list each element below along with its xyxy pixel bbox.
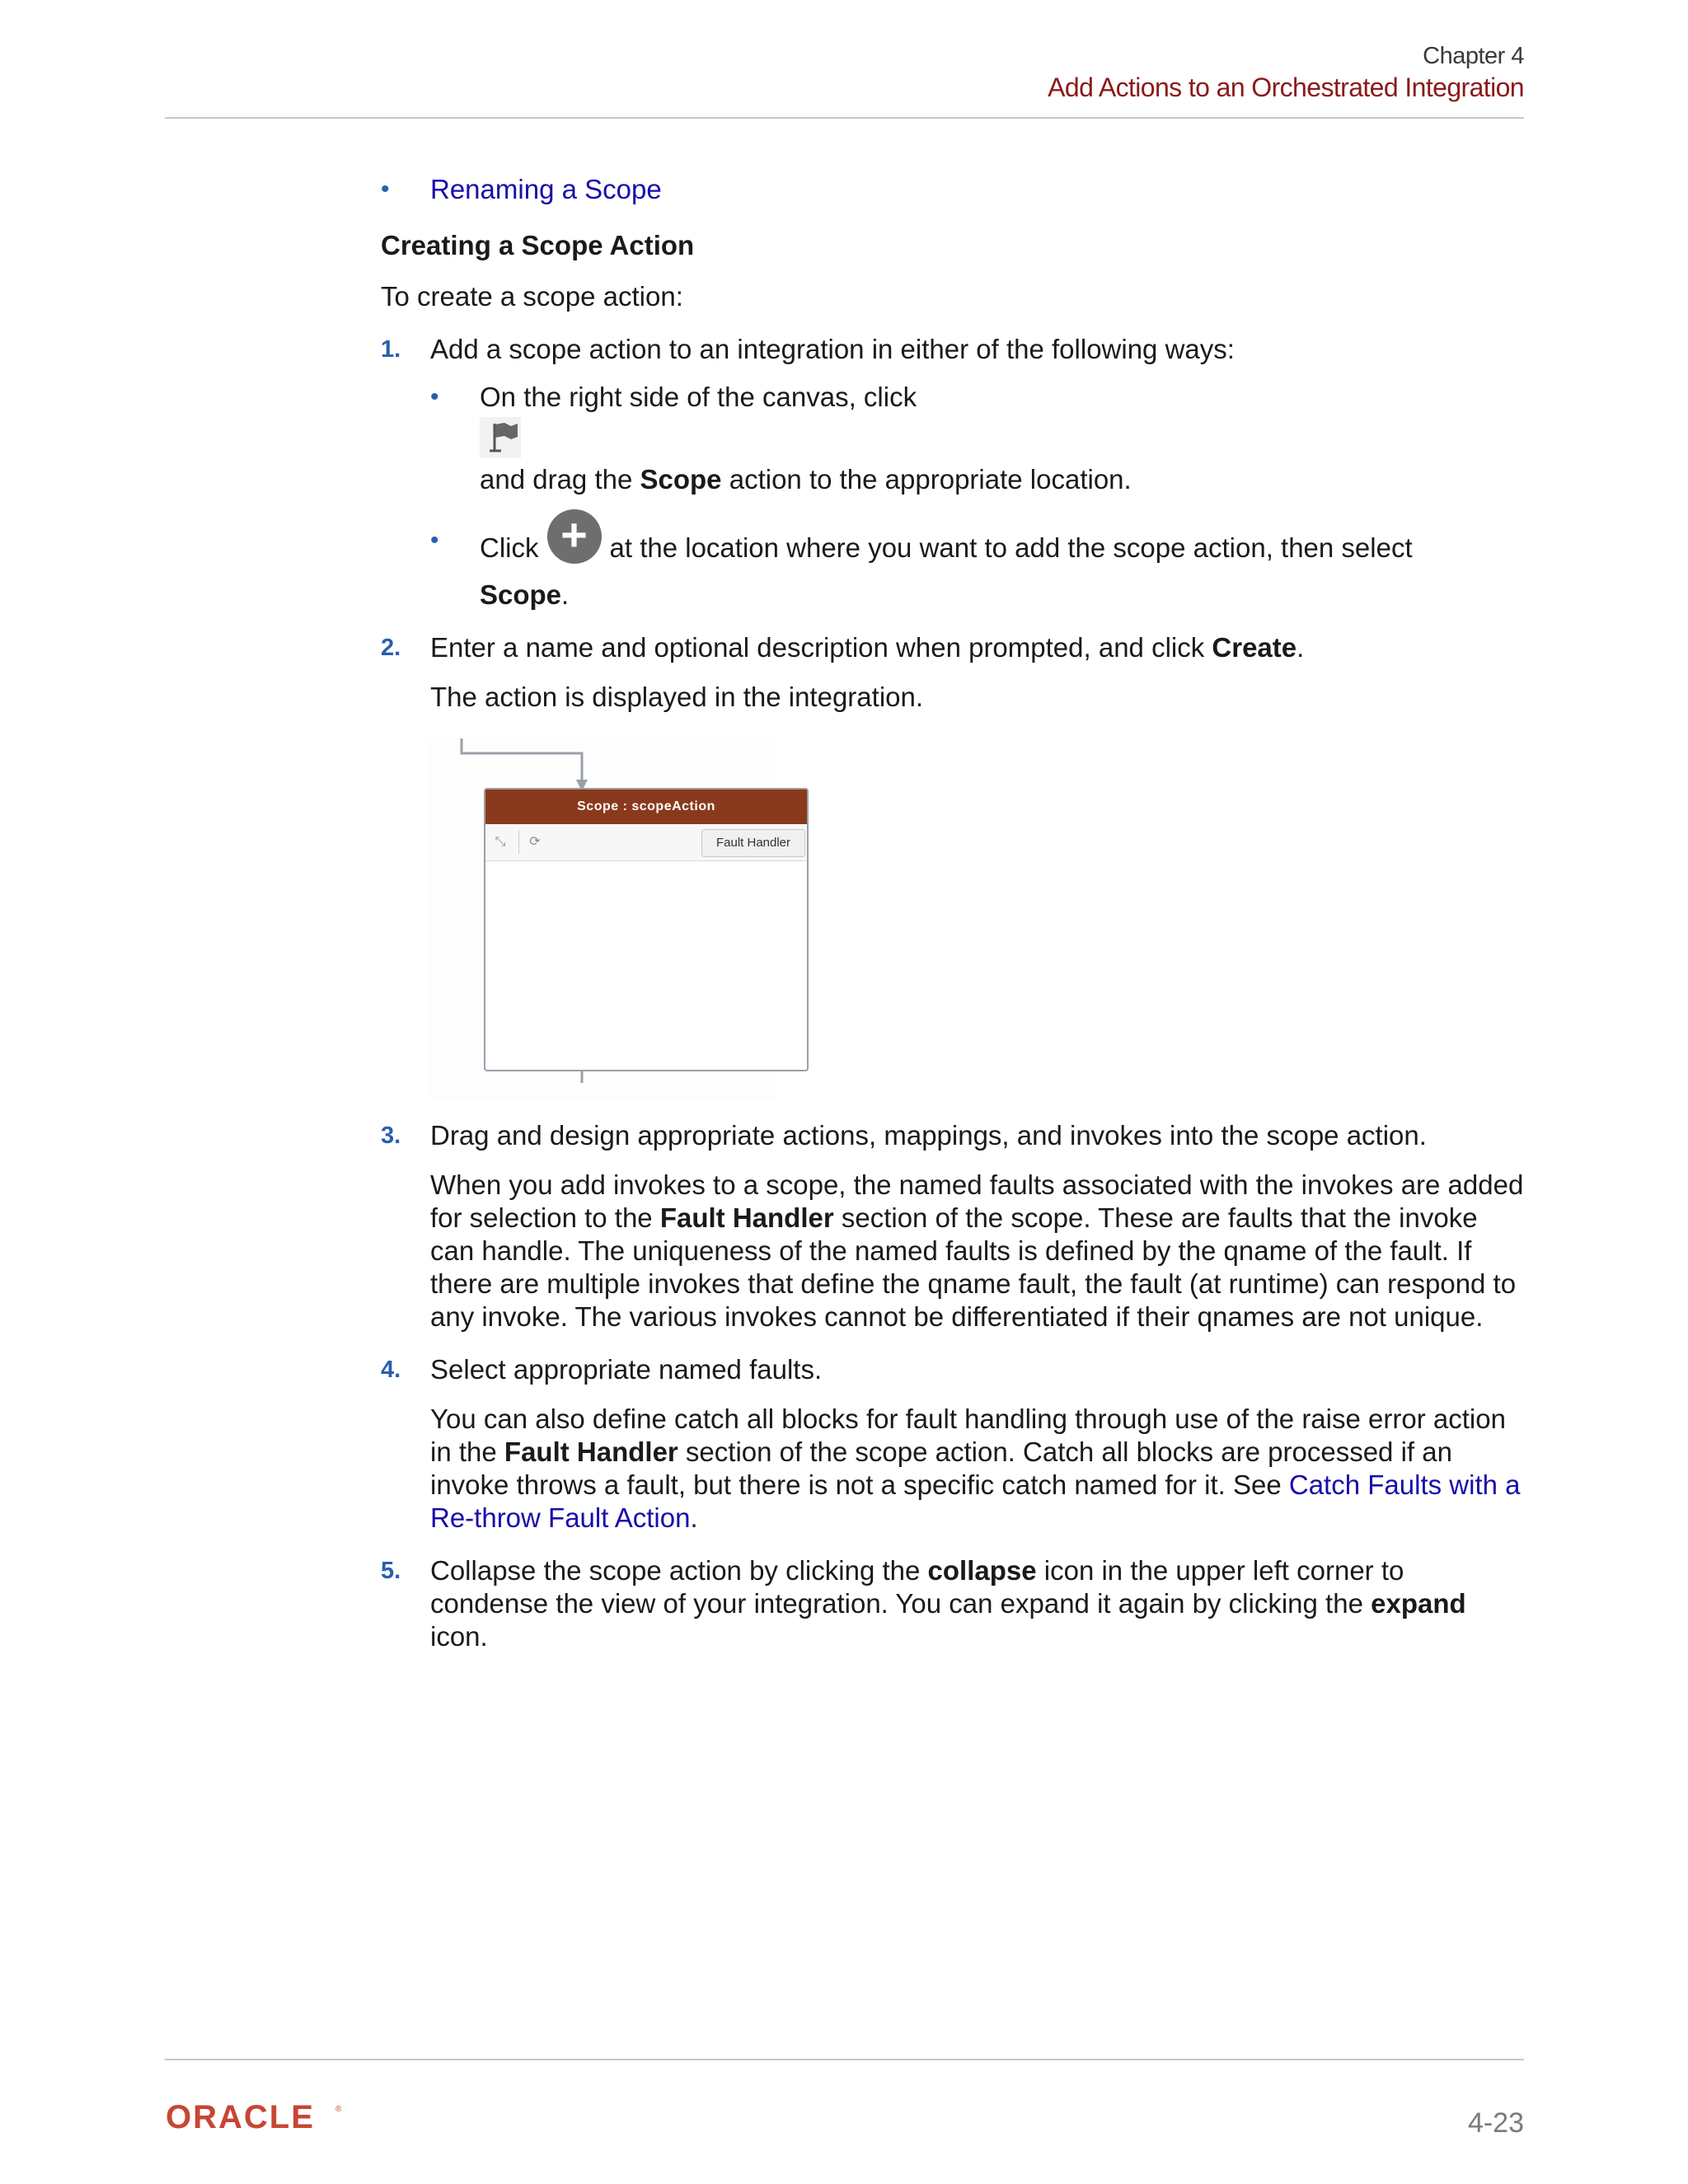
step-followup — [430, 1169, 1526, 1333]
flag-icon[interactable] — [480, 417, 521, 458]
step-number: 2. — [381, 635, 401, 661]
step-followup — [430, 1403, 1526, 1535]
create-term: Create — [1212, 632, 1297, 663]
step-1 — [381, 333, 1526, 612]
scope-title-bar: Scope : scopeAction — [485, 790, 807, 824]
step-number: 4. — [381, 1357, 401, 1383]
text-span: . — [561, 579, 570, 610]
step-text: Drag and design appropriate actions, mappings, and invokes into the scope action. — [430, 1120, 1427, 1151]
fault-handler-button[interactable]: Fault Handler — [701, 829, 805, 857]
scope-term: Scope — [480, 579, 562, 610]
step-text — [430, 631, 1526, 664]
collapse-term: collapse — [927, 1555, 1037, 1586]
text-span: Click — [480, 532, 539, 563]
refresh-icon[interactable]: ⟳ — [529, 835, 541, 849]
step-2 — [381, 631, 1526, 1099]
chapter-label: Chapter 4 — [1423, 43, 1524, 69]
collapse-icon[interactable]: ⤡ — [495, 835, 506, 849]
footer-divider — [165, 2059, 1524, 2060]
text-span: When you add invokes to a scope, the named faults associated with the invokes are added for selection to the — [430, 1169, 1524, 1233]
step-1-option-1 — [430, 381, 1526, 496]
text-span: section of the scope action. Catch all blocks are processed if an invoke throws a fault, but there is not a specific catch named for it. See — [430, 1436, 1452, 1500]
option-text-line: On the right side of the canvas, click — [480, 382, 917, 412]
add-plus-icon[interactable]: + — [547, 509, 602, 564]
expand-term: expand — [1371, 1588, 1466, 1619]
toolbar-divider — [518, 831, 519, 854]
main-content — [381, 173, 1526, 1653]
step-5 — [381, 1554, 1526, 1653]
step-3 — [381, 1119, 1526, 1333]
intro-text: To create a scope action: — [381, 281, 683, 312]
step-number: 1. — [381, 336, 401, 363]
step-followup: The action is displayed in the integration. — [430, 682, 924, 712]
renaming-scope-link[interactable]: Renaming a Scope — [430, 174, 662, 204]
text-span: section of the scope. These are faults that the invoke can handle. The uniqueness of the named faults is defined by the qname of the fault. If there are multiple invokes that define the qname fault, the fault (at runtime) can respond to any invoke. The various invokes cannot be differentiated if their qnames are not unique. — [430, 1202, 1517, 1332]
text-span: and drag the — [480, 464, 640, 494]
option-text — [480, 463, 1526, 496]
text-span: . — [1296, 632, 1305, 663]
bullet-marker: • — [430, 383, 439, 410]
text-span: Enter a name and optional description when prompted, and click — [430, 632, 1212, 663]
scope-toolbar — [485, 824, 807, 861]
step-number: 3. — [381, 1122, 401, 1149]
bullet-marker: • — [430, 527, 439, 554]
oracle-logo — [166, 2100, 347, 2137]
oracle-logo-text: ORACLE — [166, 2100, 315, 2133]
catch-faults-link[interactable]: Catch Faults with a Re-throw Fault Action — [430, 1469, 1521, 1533]
text-span: icon in the upper left corner to condense the view of your integration. You can expand it again by clicking the — [430, 1555, 1404, 1619]
option-text — [480, 509, 1526, 612]
text-span: action to the appropriate location. — [721, 464, 1132, 494]
page-number: 4-23 — [1467, 2107, 1524, 2139]
step-1-option-2 — [430, 509, 1526, 612]
related-topic-item — [381, 173, 1526, 206]
scope-action-box[interactable] — [484, 788, 809, 1071]
step-text — [430, 1554, 1526, 1653]
header-divider — [165, 117, 1524, 119]
text-span: icon. — [430, 1621, 488, 1652]
text-span: . — [690, 1502, 698, 1533]
step-4 — [381, 1353, 1526, 1535]
step-text: Add a scope action to an integration in either of the following ways: — [430, 334, 1235, 364]
text-span: Collapse the scope action by clicking the — [430, 1555, 928, 1586]
scope-diagram — [430, 737, 791, 1099]
section-heading: Creating a Scope Action — [381, 230, 695, 260]
step-number: 5. — [381, 1558, 401, 1584]
fault-handler-term: Fault Handler — [659, 1202, 834, 1233]
text-span: at the location where you want to add the scope action, then select — [609, 532, 1413, 563]
fault-handler-term: Fault Handler — [504, 1436, 678, 1467]
step-text: Select appropriate named faults. — [430, 1354, 823, 1385]
bullet-marker: • — [381, 176, 390, 203]
text-span: You can also define catch all blocks for fault handling through use of the raise error action in the — [430, 1404, 1506, 1467]
scope-term: Scope — [640, 464, 722, 494]
svg-text:®: ® — [335, 2105, 342, 2114]
chapter-title: Add Actions to an Orchestrated Integration — [1048, 73, 1524, 102]
